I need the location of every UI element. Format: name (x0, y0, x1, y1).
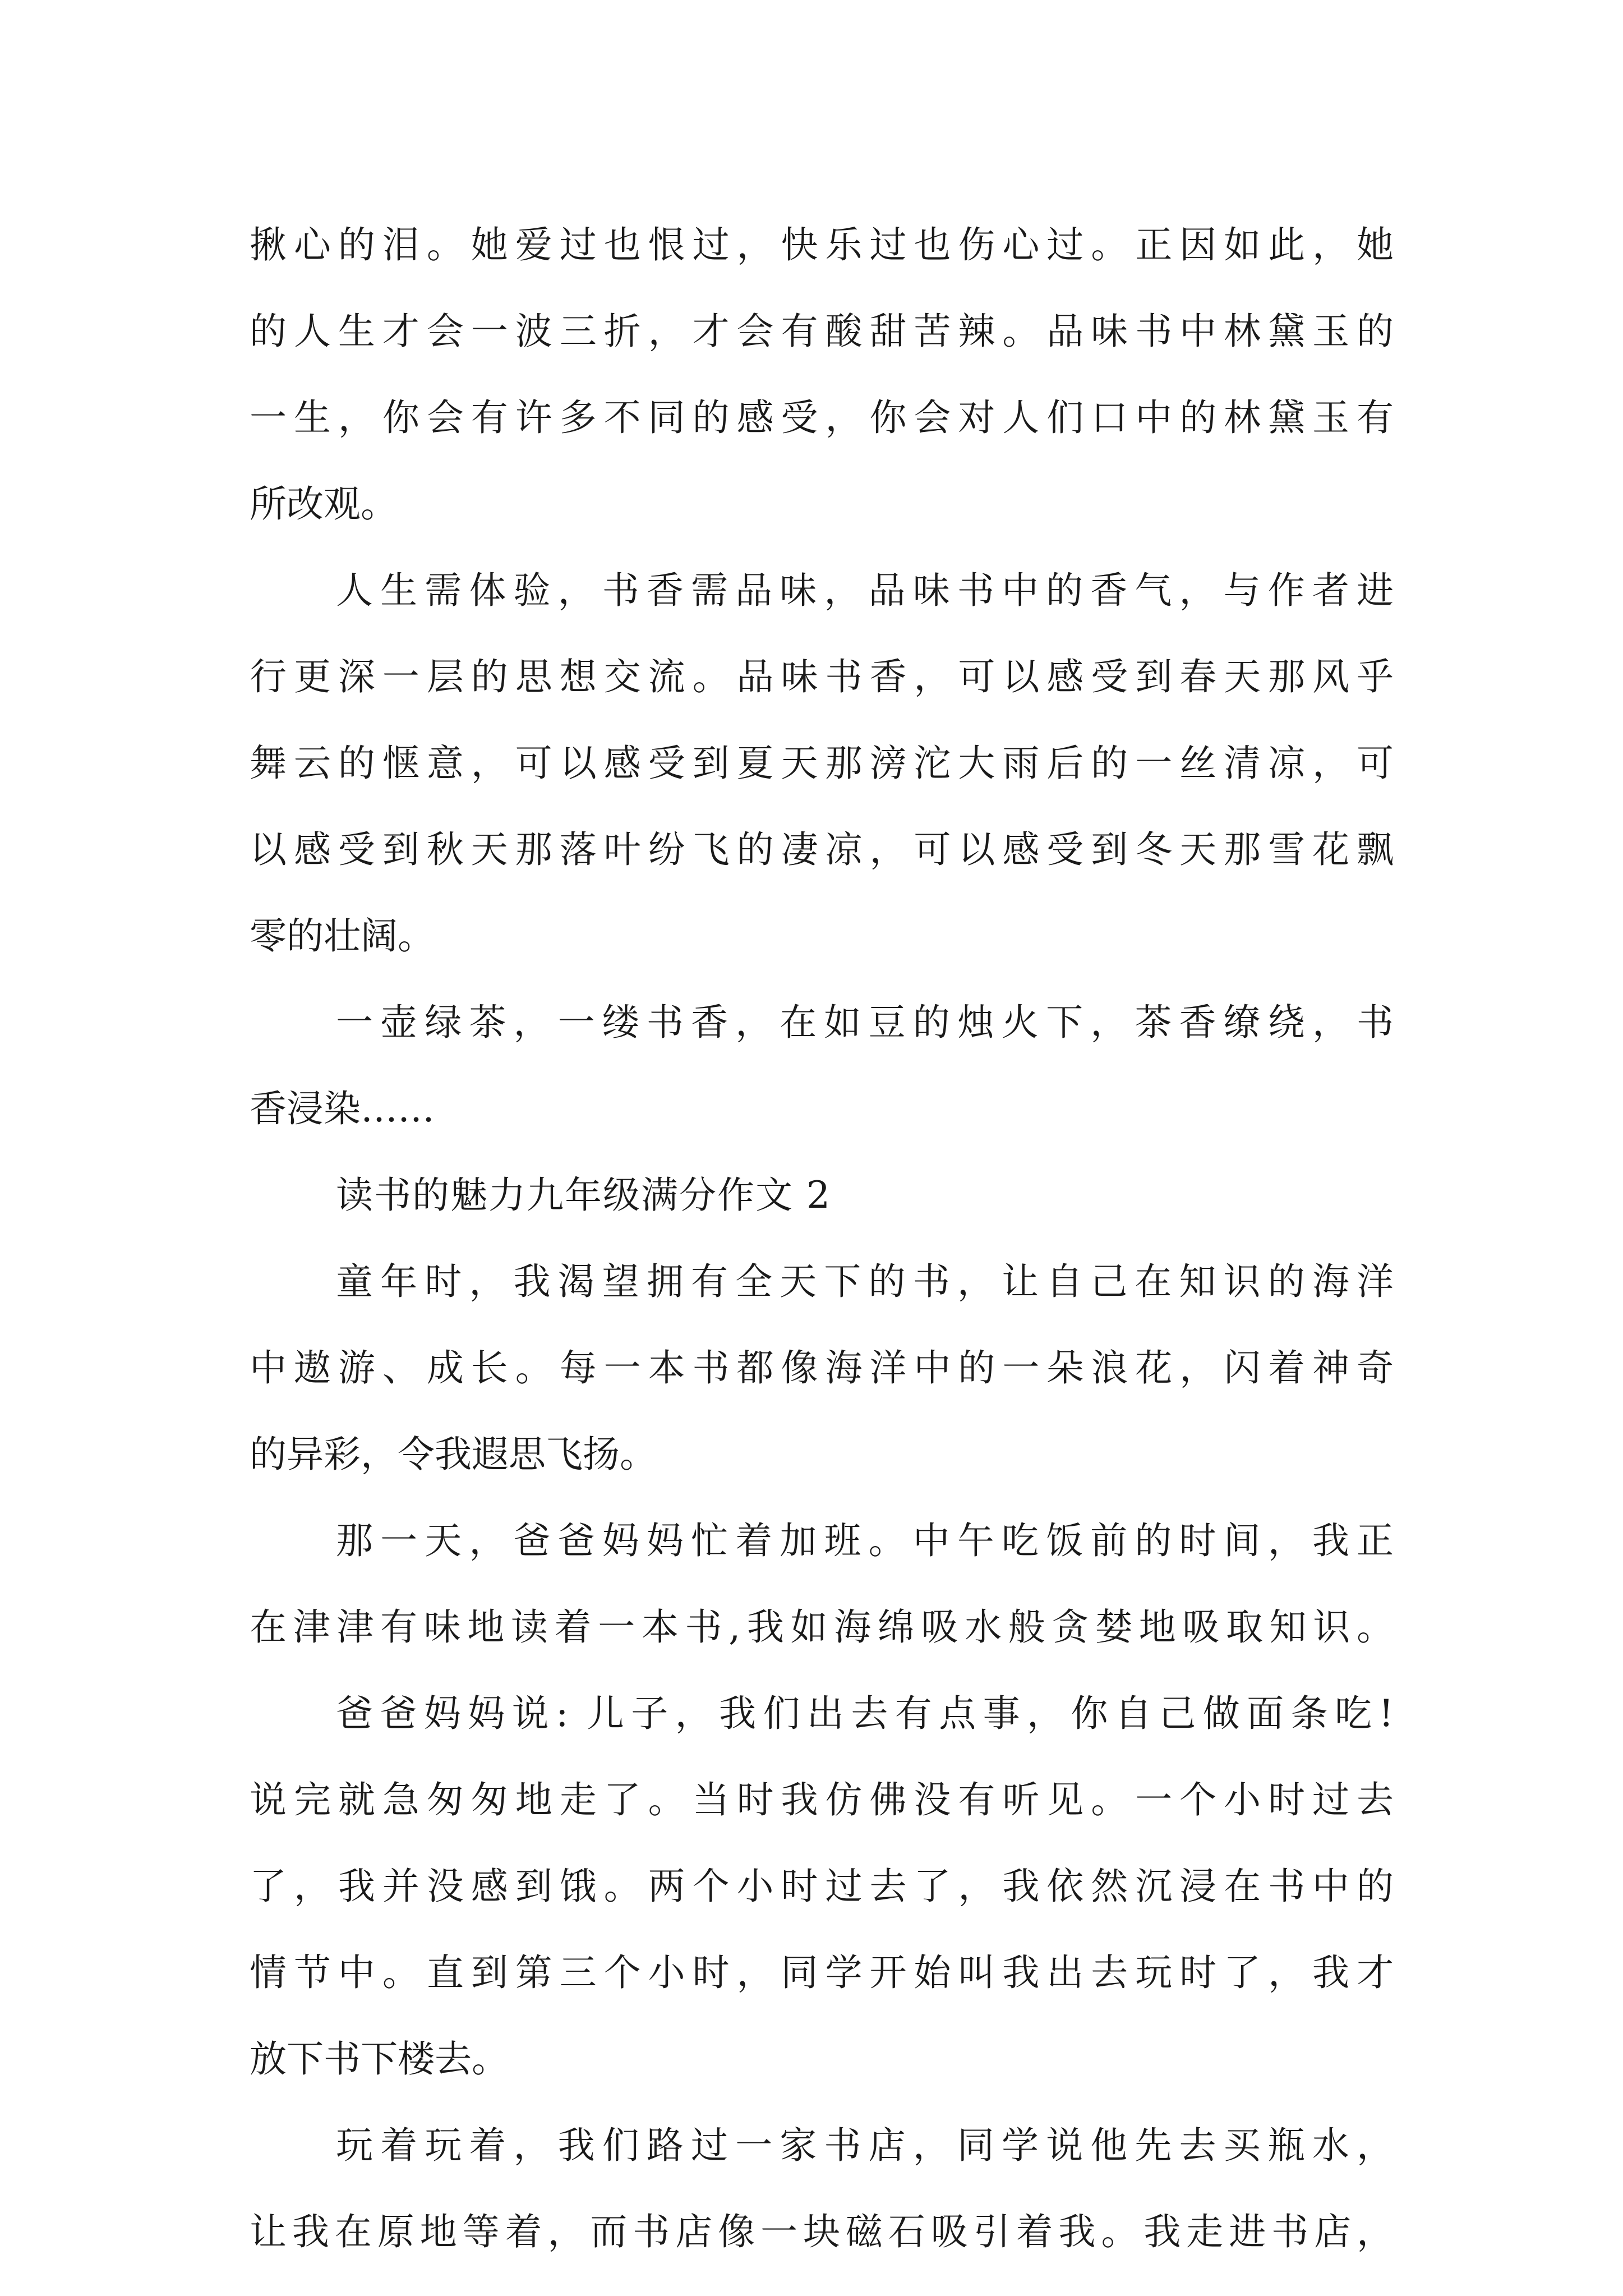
text-line: 放下书下楼去。 (250, 2037, 509, 2081)
text-line: 说完就急匆匆地走了。当时我仿佛没有听见。一个小时过去 (250, 1778, 1394, 1821)
text-line: 以感受到秋天那落叶纷飞的凄凉，可以感受到冬天那雪花飘 (250, 828, 1394, 871)
section-heading: 读书的魅力九年级满分作文 2 (336, 1174, 831, 1217)
text-line: 所改观。 (250, 482, 398, 526)
text-line: 让我在原地等着，而书店像一块磁石吸引着我。我走进书店， (250, 2210, 1394, 2253)
text-line: 一壶绿茶，一缕书香，在如豆的烛火下，茶香缭绕，书 (336, 1001, 1394, 1044)
text-line: 了，我并没感到饿。两个小时过去了，我依然沉浸在书中的 (250, 1865, 1394, 1908)
document-body (250, 202, 1394, 2275)
text-line: 玩着玩着，我们路过一家书店，同学说他先去买瓶水， (336, 2124, 1394, 2167)
text-line: 情节中。直到第三个小时，同学开始叫我出去玩时了，我才 (250, 1951, 1394, 1994)
text-line: 香浸染…… (250, 1087, 435, 1130)
text-line: 零的壮阔。 (250, 914, 435, 958)
text-line: 爸爸妈妈说: 儿子，我们出去有点事，你自己做面条吃! (336, 1692, 1394, 1735)
text-line: 童年时，我渴望拥有全天下的书，让自己在知识的海洋 (336, 1260, 1394, 1303)
text-line: 中遨游、成长。每一本书都像海洋中的一朵浪花，闪着神奇 (250, 1346, 1394, 1389)
text-line: 行更深一层的思想交流。品味书香，可以感受到春天那风乎 (250, 655, 1394, 698)
text-line: 一生，你会有许多不同的感受，你会对人们口中的林黛玉有 (250, 396, 1394, 439)
text-line: 的人生才会一波三折，才会有酸甜苦辣。品味书中林黛玉的 (250, 310, 1394, 353)
text-line: 舞云的惬意，可以感受到夏天那滂沱大雨后的一丝清凉，可 (250, 742, 1394, 785)
text-line: 的异彩，令我遐思飞扬。 (250, 1433, 657, 1476)
text-line: 人生需体验，书香需品味，品味书中的香气，与作者进 (336, 569, 1394, 612)
text-line: 在津津有味地读着一本书,我如海绵吸水般贪婪地吸取知识。 (250, 1605, 1394, 1649)
text-line: 揪心的泪。她爱过也恨过，快乐过也伤心过。正因如此，她 (250, 223, 1394, 266)
text-line: 那一天，爸爸妈妈忙着加班。中午吃饭前的时间，我正 (336, 1519, 1394, 1562)
